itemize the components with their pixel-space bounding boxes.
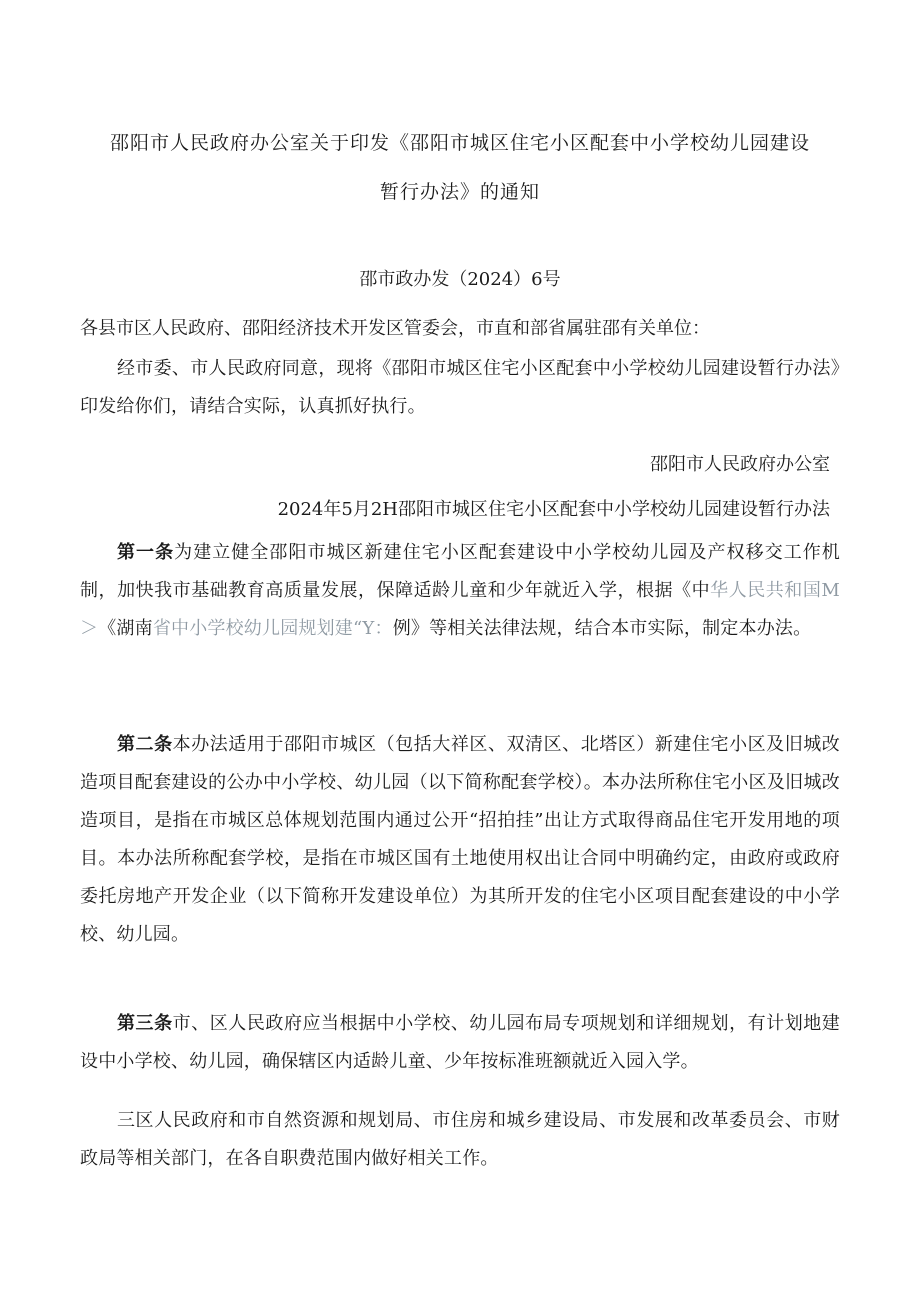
article-3-text: 市、区人民政府应当根据中小学校、幼儿园布局专项规划和详细规划，有计划地建设中小学校、幼儿园，确保辖区内适龄儿童、少年按标准班额就近入园入学。: [80, 1013, 840, 1072]
document-number: 邵市政办发（2024）6号: [359, 269, 561, 290]
article-1-text-a: 为建立健全邵阳市城区新建住宅小区配套建设中小学校幼儿园及产权移交工作机制，加快我市基础教育高质量发展，保障适龄儿童和少年就近入学，根据《中: [80, 542, 840, 601]
article-3-label: 第三条: [117, 1013, 173, 1034]
article-2-label: 第二条: [117, 734, 173, 755]
issuer-signature: 邵阳市人民政府办公室: [650, 454, 830, 475]
issue-date-and-subtitle: 2024年5月2H邵阳市城区住宅小区配套中小学校幼儿园建设暂行办法: [277, 499, 830, 520]
responsibility-paragraph: 三区人民政府和市自然资源和规划局、市住房和城乡建设局、市发展和改革委员会、市财政局等相关部门，在各自职费范围内做好相关工作。: [80, 1110, 840, 1169]
article-1-label: 第一条: [117, 542, 175, 563]
article-1-text-c: 例》等相关法律法规，结合本市实际，制定本办法。: [392, 618, 812, 639]
article-1-paragraph: [80, 534, 840, 648]
article-2-paragraph: [80, 726, 840, 954]
article-3-paragraph: [80, 1005, 840, 1081]
document-title-line-2: 暂行办法》的通知: [379, 181, 540, 203]
article-1-text-b: 《湖南: [98, 618, 153, 639]
intro-paragraph: 经市委、市人民政府同意，现将《邵阳市城区住宅小区配套中小学校幼儿园建设暂行办法》印发给你们，请结合实际，认真抓好执行。: [80, 358, 840, 417]
article-2-text: 本办法适用于邵阳市城区（包括大祥区、双清区、北塔区）新建住宅小区及旧城改造项目配套建设的公办中小学校、幼儿园（以下简称配套学校）。本办法所称住宅小区及旧城改造项目，是指在市城区总体规划范围内通过公开“招拍挂”出让方式取得商品住宅开发用地的项目。本办法所称配套学校，是指在市城区国有土地使用权出让合同中明确约定，由政府或政府委托房地产开发企业（以下简称开发建设单位）为其所开发的住宅小区项目配套建设的中小学校、幼儿园。: [80, 734, 840, 945]
article-1-faded-text-2: 省中小学校幼儿园规划建“Y：: [152, 618, 393, 639]
article-1-faded-text-1: 华人民共和国M＞: [80, 580, 840, 639]
document-title-line-1: 邵阳市人民政府办公室关于印发《邵阳市城区住宅小区配套中小学校幼儿园建设: [109, 132, 810, 154]
recipients-line: 各县市区人民政府、邵阳经济技术开发区管委会，市直和部省属驻邵有关单位：: [80, 318, 710, 339]
